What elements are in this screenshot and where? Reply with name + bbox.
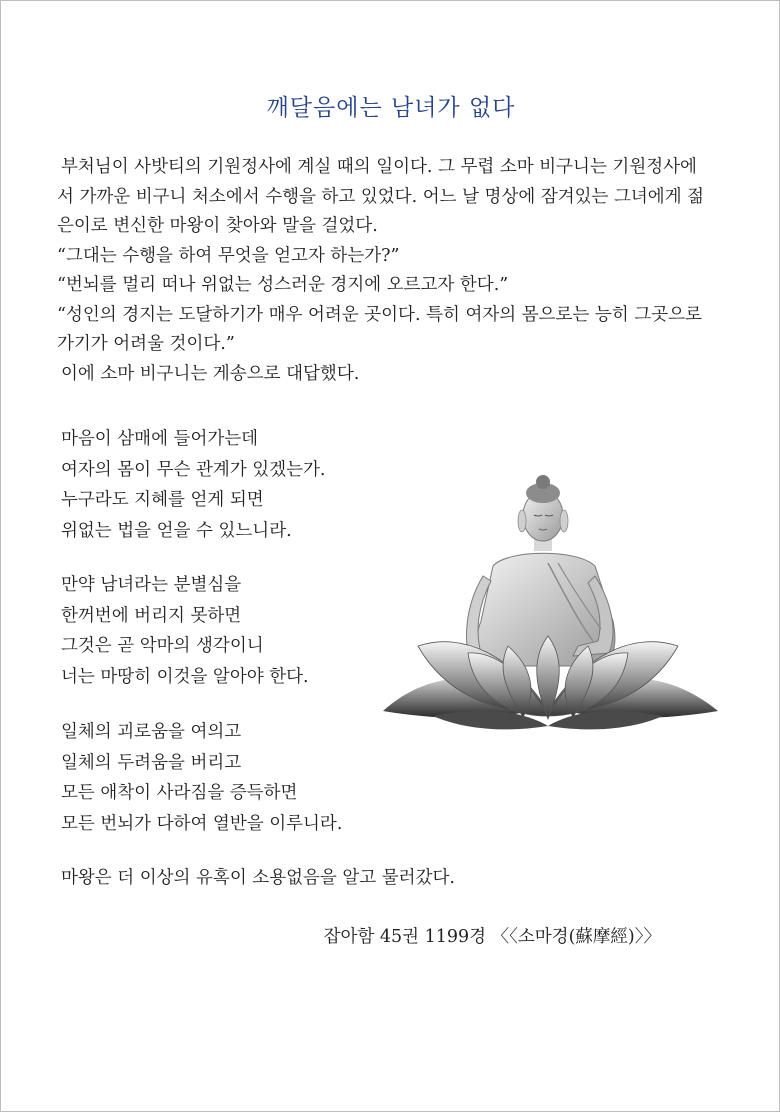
text-line: 부처님이 사밧티의 기원정사에 계실 때의 일이다. 그 무렵 소마 비구니는 기원정사에 xyxy=(61,157,697,177)
verse-line: 한꺼번에 버리지 못하면 xyxy=(61,605,242,626)
page-title: 깨달음에는 남녀가 없다 xyxy=(266,95,516,121)
buddha-figure xyxy=(467,475,615,666)
text-line: 서 가까운 비구니 처소에서 수행을 하고 있었다. 어느 날 명상에 잠겨있는 그녀에게 젊 xyxy=(57,186,705,207)
dialogue-line: “번뇌를 멀리 떠나 위없는 성스러운 경지에 오르고자 한다.” xyxy=(57,275,509,295)
text-line: 은이로 변신한 마왕이 찾아와 말을 걸었다. xyxy=(57,216,378,236)
verse-line: 너는 마땅히 이것을 알아야 한다. xyxy=(61,666,309,687)
dialogue-line: “성인의 경지는 도달하기가 매우 어려운 곳이다. 특히 여자의 몸으로는 능히 그곳으로 xyxy=(57,304,702,325)
intro-paragraph xyxy=(57,153,737,389)
verse-line: 모든 번뇌가 다하여 열반을 이루니라. xyxy=(61,813,343,834)
verse-line: 여자의 몸이 무슨 관계가 있겠는가. xyxy=(61,459,326,480)
lotus-flower xyxy=(383,636,718,729)
verse-line: 위없는 법을 얻을 수 있느니라. xyxy=(61,520,292,541)
verse-line: 일체의 두려움을 버리고 xyxy=(61,752,242,773)
text-line: 이에 소마 비구니는 게송으로 대답했다. xyxy=(61,363,360,384)
text-line: 가기가 어려울 것이다.” xyxy=(57,334,235,354)
verse-line: 모든 애착이 사라짐을 증득하면 xyxy=(61,783,298,803)
verse-line: 그것은 곧 악마의 생각이니 xyxy=(61,636,264,656)
closing-line: 마왕은 더 이상의 유혹이 소용없음을 알고 물러갔다. xyxy=(61,868,455,888)
verse-line: 마음이 삼매에 들어가는데 xyxy=(61,429,259,449)
source-citation: 잡아함 45권 1199경 〈〈소마경(蘇摩經)〉〉 xyxy=(323,927,661,947)
buddha-lotus-illustration xyxy=(373,471,723,771)
verse-line: 일체의 괴로움을 여의고 xyxy=(61,722,242,742)
verse-line: 만약 남녀라는 분별심을 xyxy=(61,575,242,595)
verse-line: 누구라도 지혜를 얻게 되면 xyxy=(61,490,264,510)
dialogue-line: “그대는 수행을 하여 무엇을 얻고자 하는가?” xyxy=(57,245,400,266)
